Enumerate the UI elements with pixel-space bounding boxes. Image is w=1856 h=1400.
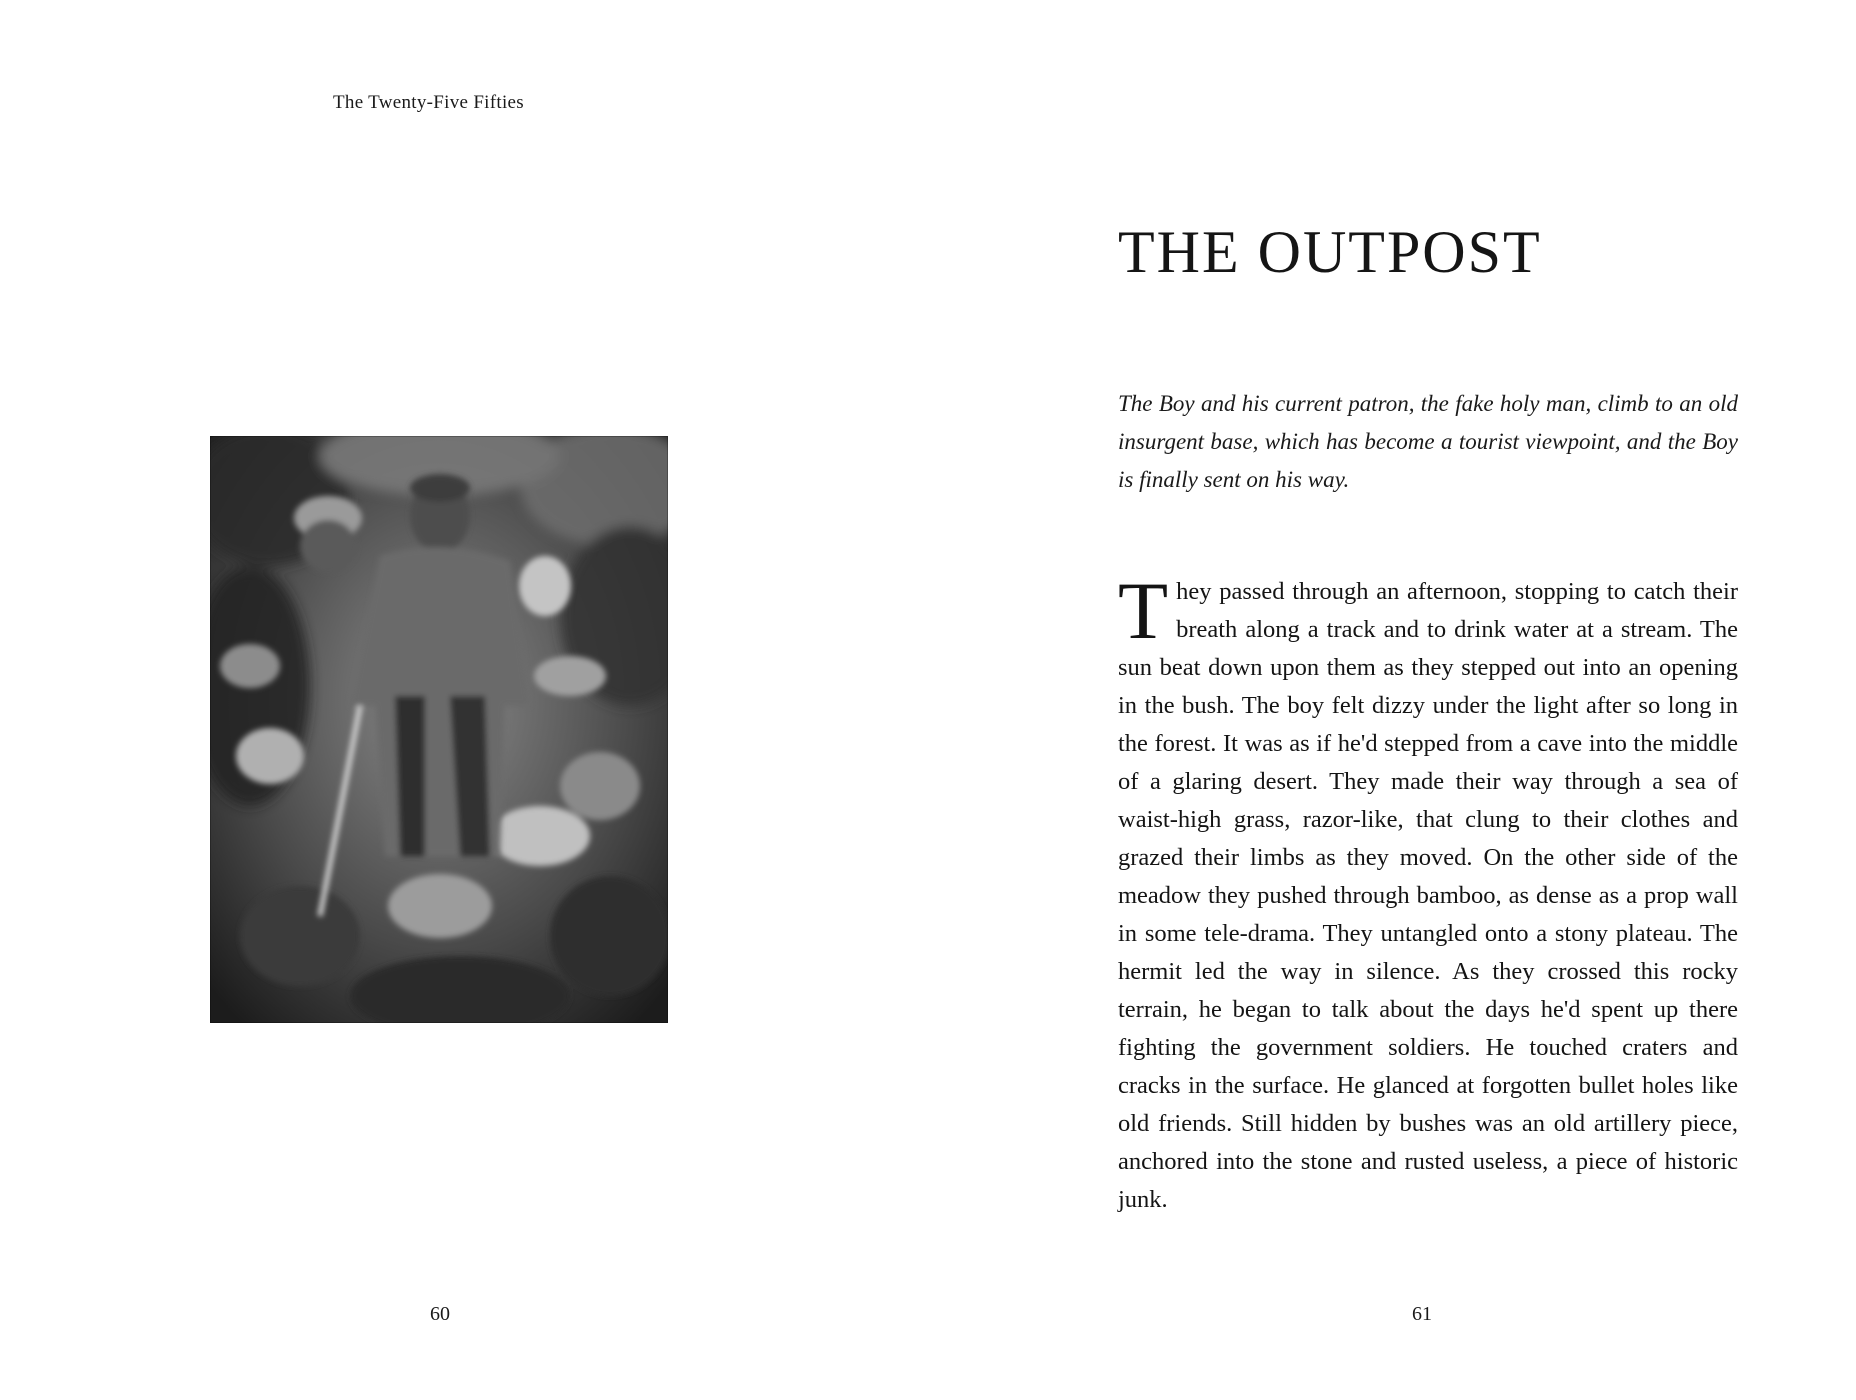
drop-cap: T xyxy=(1118,565,1169,656)
archival-photograph xyxy=(210,436,668,1023)
page-number: 60 xyxy=(430,1303,450,1325)
chapter-title: THE OUTPOST xyxy=(1118,219,1542,285)
chapter-synopsis: The Boy and his current patron, the fake holy man, climb to an old insurgent base, which has become a tourist viewpoint, and the Boy is finally sent on his way. xyxy=(1118,391,1738,492)
body-paragraph xyxy=(1118,565,1738,1219)
body-text: hey passed through an afternoon, stopping to catch their breath along a track and to drink water at a stream. The sun beat down upon them as they stepped out into an opening in the bush. The boy felt dizzy under the light after so long in the forest. It was as if he'd stepped from a cave into the middle of a glaring desert. They made their way through a sea of waist-high grass, razor-like, that clung to their clothes and grazed their limbs as they moved. On the other side of the meadow they pushed through bamboo, as dense as a prop wall in some tele-drama. They untangled onto a stony plateau. The hermit led the way in silence. As they crossed this rocky terrain, he began to talk about the days he'd spent up there fighting the government soldiers. He touched craters and cracks in the surface. He glanced at forgotten bullet holes like old friends. Still hidden by bushes was an old artillery piece, anchored into the stone and rusted useless, a piece of historic junk. xyxy=(1118,578,1738,1213)
right-page xyxy=(928,0,1856,1400)
running-head: The Twenty-Five Fifties xyxy=(333,92,524,113)
page-number: 61 xyxy=(1412,1303,1432,1325)
